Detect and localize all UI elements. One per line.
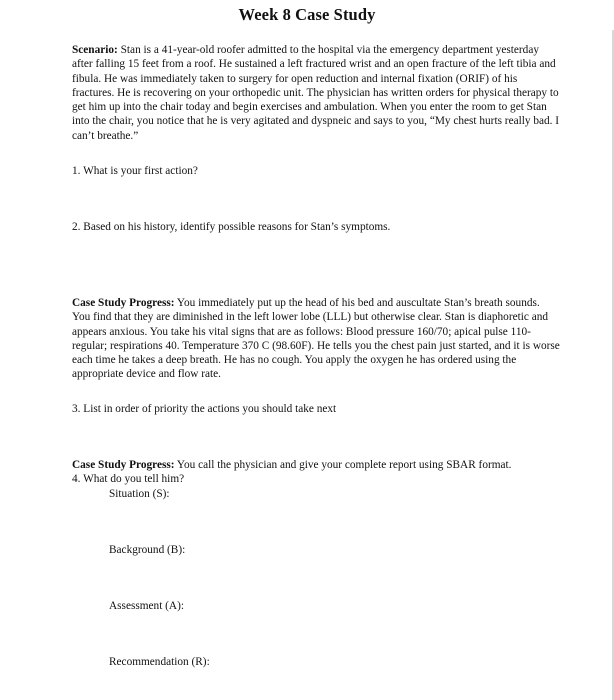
case-progress-text-1: You immediately put up the head of his bed and auscultate Stan’s breath sounds. You find that they are diminished in the left lower lobe (LLL) but otherwise clear. Stan is diaphoretic and appears anxious. You take his vital signs that are as follows: Blood pressure 160/70; apical pulse 110- regular; respirations 40. Temperature 370 C (98.60F). He tells you the chest pain just started, and it is worse each time he takes a deep breath. He has no cough. You apply the oxygen he has ordered using the appropriate device and flow rate. xyxy=(72,297,560,381)
page-title: Week 8 Case Study xyxy=(238,5,376,24)
case-progress-text-2: You call the physician and give your complete report using SBAR format. xyxy=(176,459,512,471)
case-progress-label-1: Case Study Progress: xyxy=(72,297,175,309)
scenario-label: Scenario: xyxy=(72,44,118,56)
question-1: 1. What is your first action? xyxy=(72,165,198,177)
sbar-situation: Situation (S): xyxy=(109,488,170,500)
scenario-paragraph xyxy=(72,43,560,143)
case-progress-paragraph-1 xyxy=(72,296,560,382)
question-3: 3. List in order of priority the actions you should take next xyxy=(72,403,337,415)
case-progress-paragraph-2 xyxy=(72,458,560,472)
question-4: 4. What do you tell him? xyxy=(72,473,185,485)
sbar-assessment: Assessment (A): xyxy=(109,600,184,612)
question-2: 2. Based on his history, identify possible reasons for Stan’s symptoms. xyxy=(72,221,391,233)
case-progress-label-2: Case Study Progress: xyxy=(72,459,175,471)
sbar-recommendation: Recommendation (R): xyxy=(109,656,210,668)
scenario-text: Stan is a 41-year-old roofer admitted to the hospital via the emergency department yesterday after falling 15 feet from a roof. He sustained a left fractured wrist and an open fracture of the left tibia and fibula. He was immediately taken to surgery for open reduction and internal fixation (ORIF) of his fractures. He is recovering on your orthopedic unit. The physician has written orders for physical therapy to get him up into the chair today and begin exercises and ambulation. When you enter the room to get Stan into the chair, you notice that he is very agitated and dyspneic and says to you, “My chest hurts really bad. I can’t breathe.” xyxy=(72,44,560,142)
sbar-background: Background (B): xyxy=(109,544,186,556)
